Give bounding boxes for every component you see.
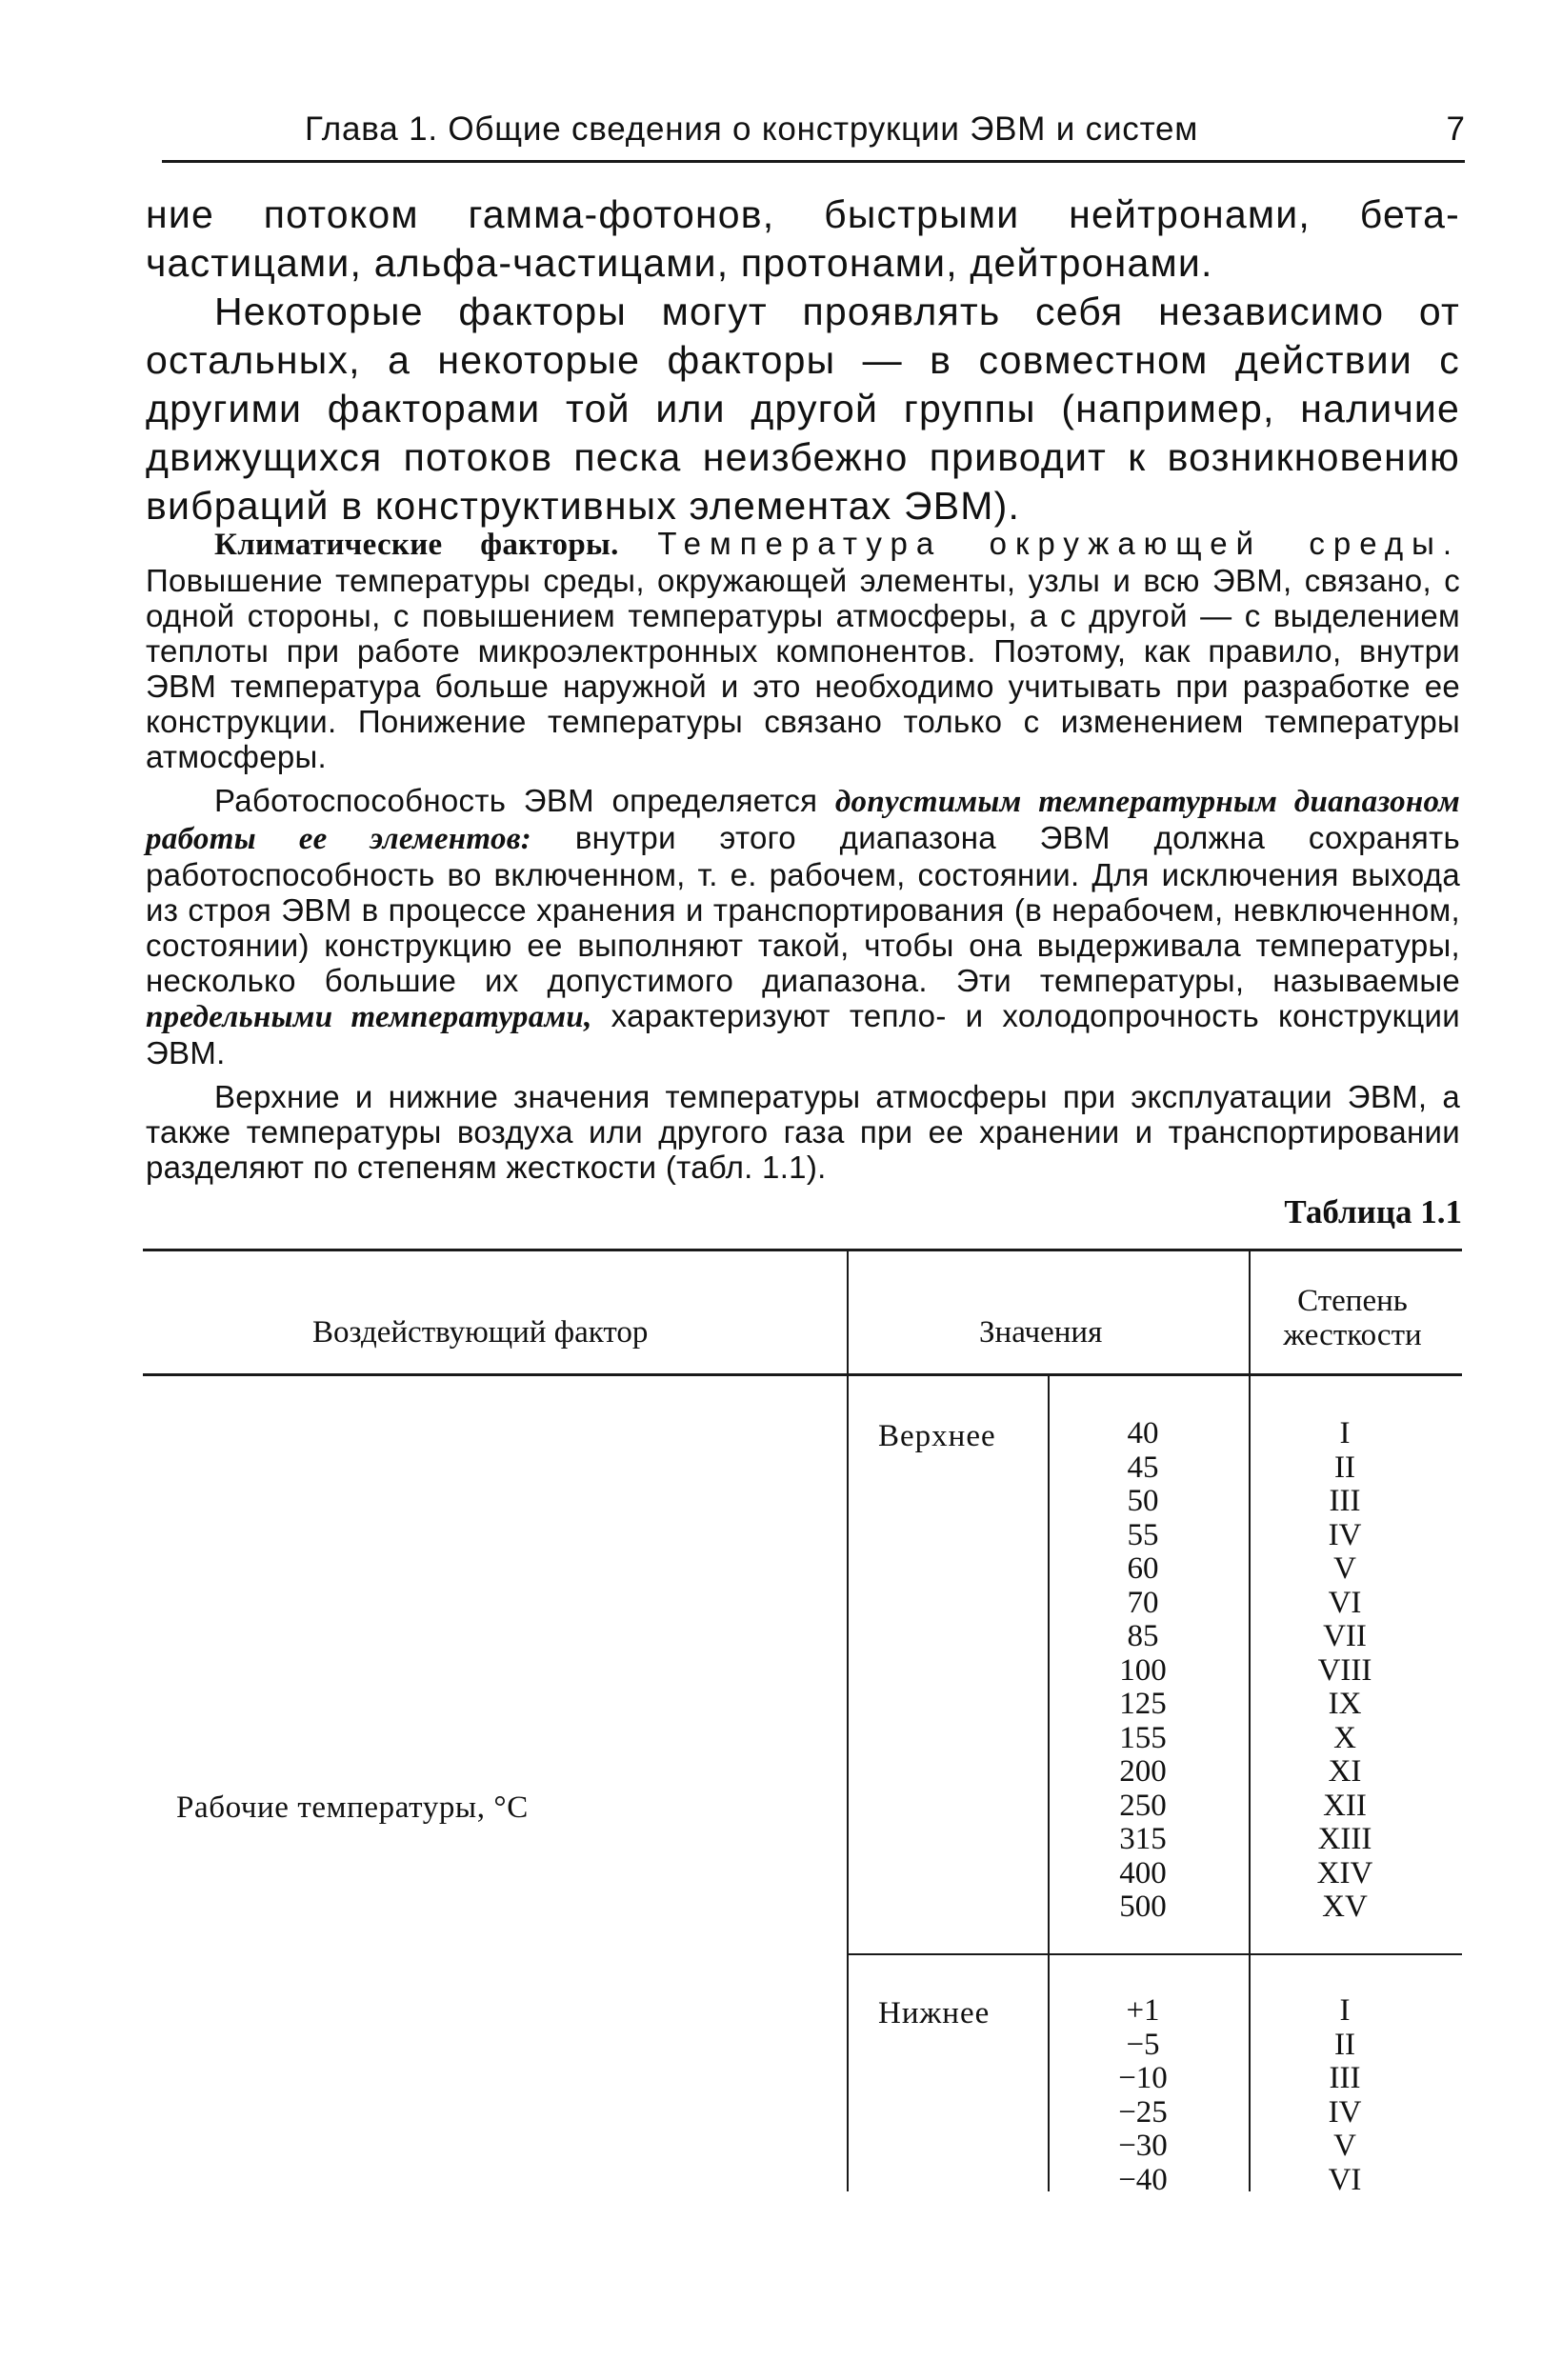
table-header-rule bbox=[143, 1373, 1462, 1376]
upper-value-cell: 45 bbox=[1127, 1450, 1159, 1485]
lower-value-cell: +1 bbox=[1126, 1993, 1160, 2028]
climatic-subheading: Температура окружающей среды. bbox=[657, 526, 1461, 561]
workability-middle: внутри этого диапазона ЭВМ должна сохранять работоспособность во включенном, т. е. рабочем, состоянии. Для исключения выхода из строя ЭВМ в процессе хранения и транспортирования (в нерабочем, невключенном, состоянии) конструкцию ее выполняют такой, чтобы она выдерживала температуры, несколько большие их допустимого диапазона. Эти температуры, называемые bbox=[146, 820, 1460, 998]
lower-degree-cell: VI bbox=[1328, 2162, 1362, 2197]
upper-values-column bbox=[1086, 1417, 1200, 1925]
upper-degree-cell: VIII bbox=[1317, 1652, 1372, 1688]
lower-label: Нижнее bbox=[878, 1996, 991, 2030]
upper-degree-cell: XIII bbox=[1317, 1822, 1372, 1856]
lower-value-cell: −40 bbox=[1118, 2162, 1168, 2197]
lower-value-cell: −10 bbox=[1118, 2061, 1168, 2095]
lower-degree-cell: II bbox=[1334, 2027, 1355, 2062]
header-degree-line-1: Степень bbox=[1297, 1284, 1408, 1318]
header-values: Значения bbox=[979, 1315, 1103, 1350]
table-caption: Таблица 1.1 bbox=[1284, 1193, 1462, 1230]
table-vertical-rule-3 bbox=[1048, 1376, 1050, 2191]
lower-degree-cell: V bbox=[1333, 2129, 1356, 2163]
workability-end: характеризуют тепло- и холодопрочность конструкции ЭВМ. bbox=[146, 998, 1460, 1070]
factor-cell: Рабочие температуры, °C bbox=[176, 1790, 529, 1825]
lower-degree-cell: IV bbox=[1328, 2094, 1362, 2130]
lower-values-column bbox=[1086, 1994, 1200, 2197]
paragraph-severity: Верхние и нижние значения температуры атмосферы при эксплуатации ЭВМ, а также температуры воздуха или другого газа при ее хранении и транспортировании разделяют по степеням жесткости (табл. 1.1). bbox=[146, 1079, 1460, 1185]
lower-degrees-column bbox=[1288, 1994, 1402, 2197]
upper-degree-cell: XII bbox=[1323, 1788, 1367, 1823]
upper-degree-cell: X bbox=[1333, 1720, 1356, 1755]
upper-degree-cell: II bbox=[1334, 1450, 1355, 1485]
upper-value-cell: 315 bbox=[1119, 1822, 1167, 1856]
upper-degree-cell: XI bbox=[1328, 1754, 1362, 1789]
workability-term-2: предельными температурами, bbox=[146, 1000, 592, 1034]
upper-value-cell: 400 bbox=[1119, 1855, 1167, 1890]
table-top-rule bbox=[143, 1249, 1462, 1251]
upper-degrees-column bbox=[1288, 1417, 1402, 1925]
paragraph-continuation: ние потоком гамма-фотонов, быстрыми нейтронами, бета-частицами, альфа-частицами, протонами, дейтронами. bbox=[146, 192, 1460, 285]
header-degree-line-2: жесткости bbox=[1283, 1318, 1422, 1352]
running-header bbox=[162, 109, 1465, 163]
lower-value-cell: −5 bbox=[1126, 2027, 1160, 2062]
upper-value-cell: 500 bbox=[1119, 1890, 1167, 1924]
upper-degree-cell: V bbox=[1333, 1551, 1356, 1586]
upper-degree-cell: VII bbox=[1323, 1619, 1367, 1653]
table-group-rule bbox=[847, 1953, 1462, 1955]
chapter-title: Глава 1. Общие сведения о конструкции ЭВМ и систем bbox=[305, 110, 1199, 148]
upper-value-cell: 100 bbox=[1119, 1652, 1167, 1688]
lower-degree-cell: III bbox=[1329, 2061, 1361, 2095]
header-degree bbox=[1257, 1284, 1448, 1352]
upper-degree-cell: XIV bbox=[1316, 1855, 1373, 1890]
small-text-block bbox=[146, 526, 1460, 1185]
table-vertical-rule-1 bbox=[847, 1250, 849, 2191]
upper-value-cell: 60 bbox=[1127, 1551, 1159, 1586]
header-factor: Воздействующий фактор bbox=[312, 1315, 649, 1350]
upper-value-cell: 155 bbox=[1119, 1720, 1167, 1755]
upper-degree-cell: VI bbox=[1328, 1585, 1362, 1620]
lower-value-cell: −25 bbox=[1118, 2094, 1168, 2130]
upper-value-cell: 125 bbox=[1119, 1687, 1167, 1721]
paragraph-factors: Некоторые факторы могут проявлять себя независимо от остальных, а некоторые факторы — в совместном действии с другими факторами той или другой группы (например, наличие движущихся потоков песка неизбежно приводит к возникновению вибраций в конструктивных элементах ЭВМ). bbox=[146, 290, 1460, 528]
workability-start: Работоспособность ЭВМ определяется bbox=[214, 783, 835, 818]
lower-value-cell: −30 bbox=[1118, 2129, 1168, 2163]
upper-label: Верхнее bbox=[878, 1419, 996, 1453]
upper-value-cell: 70 bbox=[1127, 1585, 1159, 1620]
upper-degree-cell: XV bbox=[1322, 1890, 1368, 1924]
page-number: 7 bbox=[1446, 110, 1465, 148]
upper-value-cell: 55 bbox=[1127, 1517, 1159, 1552]
upper-degree-cell: I bbox=[1339, 1416, 1351, 1450]
lower-degree-cell: I bbox=[1339, 1993, 1351, 2028]
upper-value-cell: 200 bbox=[1119, 1754, 1167, 1789]
paragraph-workability bbox=[146, 783, 1460, 1070]
workability-term-1: допустимым температурным диапазоном работы ее элементов: bbox=[146, 785, 1460, 856]
upper-value-cell: 85 bbox=[1127, 1619, 1159, 1653]
paragraph-climatic bbox=[146, 526, 1460, 774]
upper-value-cell: 250 bbox=[1119, 1788, 1167, 1823]
upper-degree-cell: III bbox=[1329, 1484, 1361, 1518]
climatic-text: Повышение температуры среды, окружающей элементы, узлы и всю ЭВМ, связано, с одной стороны, с повышением температуры атмосферы, а с другой — с выделением теплоты при работе микроэлектронных компонентов. Поэтому, как правило, внутри ЭВМ температура больше наружной и это необходимо учитывать при разработке ее конструкции. Понижение температуры связано только с изменением температуры атмосферы. bbox=[146, 563, 1460, 774]
upper-value-cell: 40 bbox=[1127, 1416, 1159, 1450]
large-text-block bbox=[146, 190, 1460, 530]
upper-value-cell: 50 bbox=[1127, 1484, 1159, 1518]
climatic-heading: Климатические факторы. bbox=[214, 528, 619, 562]
table-vertical-rule-2 bbox=[1249, 1250, 1251, 2191]
upper-degree-cell: IX bbox=[1328, 1687, 1362, 1721]
upper-degree-cell: IV bbox=[1328, 1517, 1362, 1552]
